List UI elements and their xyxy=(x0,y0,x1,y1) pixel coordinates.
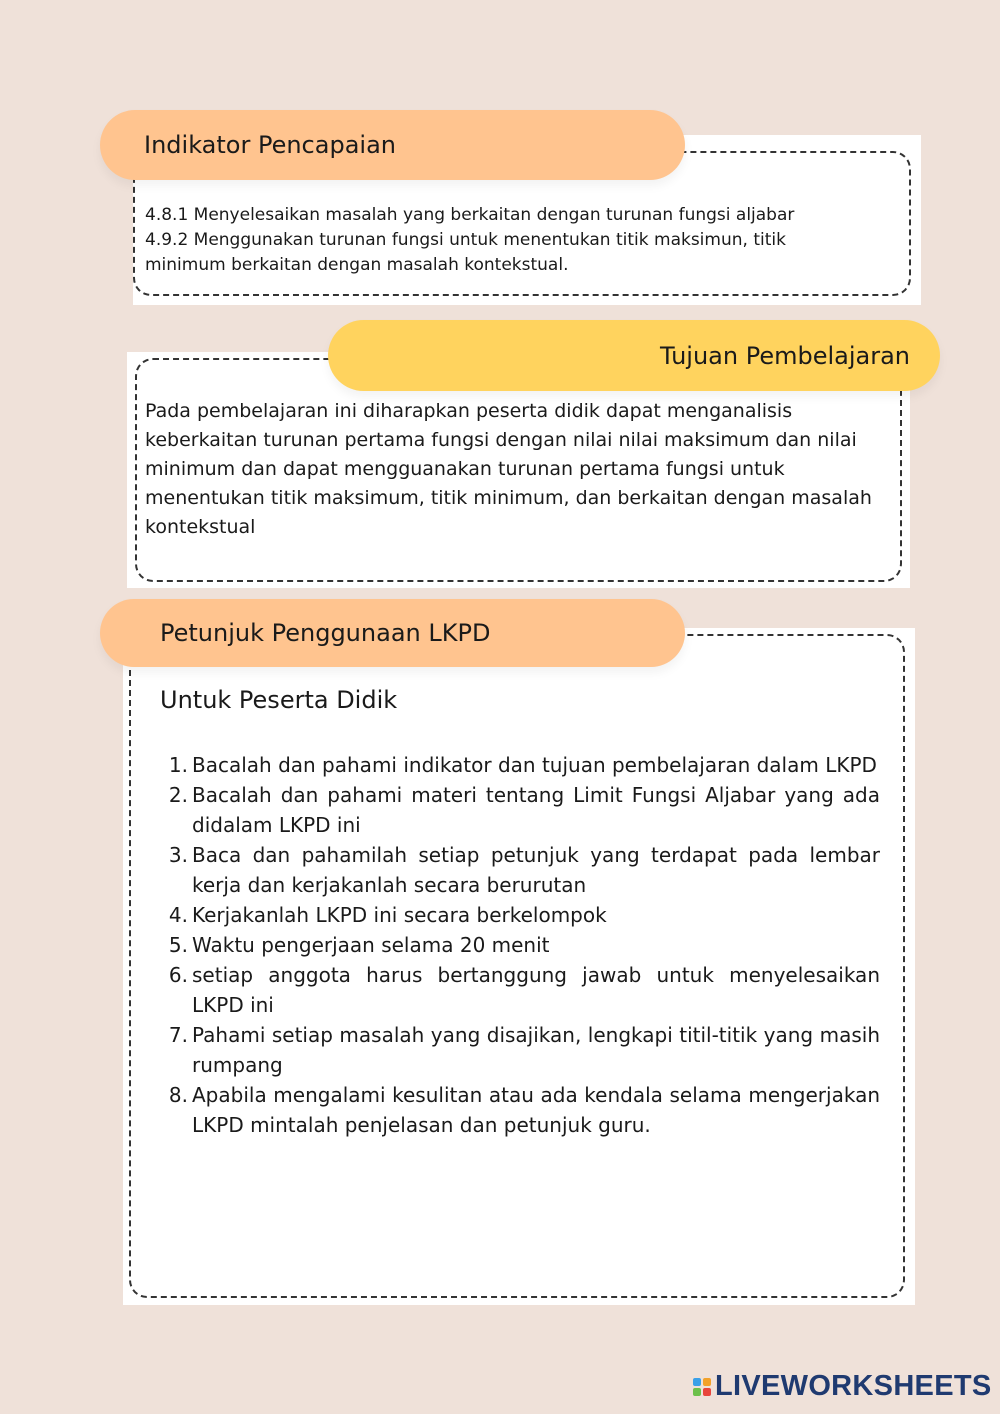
step-text: Pahami setiap masalah yang disajikan, lengkapi titil-titik yang masih rumpang xyxy=(192,1023,880,1077)
petunjuk-title-pill xyxy=(100,599,685,667)
step-number: 2. xyxy=(168,783,188,807)
step-number: 5. xyxy=(168,933,188,957)
step-number: 8. xyxy=(168,1083,188,1107)
petunjuk-steps xyxy=(160,750,880,1140)
step-item xyxy=(160,840,880,900)
indikator-line: 4.9.2 Menggunakan turunan fungsi untuk menentukan titik maksimun, titik xyxy=(145,230,786,250)
petunjuk-title: Petunjuk Penggunaan LKPD xyxy=(160,619,491,647)
step-text: Waktu pengerjaan selama 20 menit xyxy=(192,933,550,957)
step-item xyxy=(160,930,880,960)
step-text: Kerjakanlah LKPD ini secara berkelompok xyxy=(192,903,607,927)
indikator-line: minimum berkaitan dengan masalah kontekstual. xyxy=(145,255,569,275)
indikator-line: 4.8.1 Menyelesaikan masalah yang berkaitan dengan turunan fungsi aljabar xyxy=(145,205,795,225)
step-number: 3. xyxy=(168,843,188,867)
step-text: Bacalah dan pahami indikator dan tujuan pembelajaran dalam LKPD xyxy=(192,753,877,777)
petunjuk-subtitle: Untuk Peserta Didik xyxy=(160,686,398,714)
liveworksheets-logo[interactable] xyxy=(693,1370,992,1403)
indikator-title-pill xyxy=(100,110,685,180)
indikator-body xyxy=(145,203,895,278)
tujuan-title: Tujuan Pembelajaran xyxy=(660,341,910,370)
step-number: 4. xyxy=(168,903,188,927)
liveworksheets-logo-icon xyxy=(693,1378,711,1396)
step-item xyxy=(160,750,880,780)
tujuan-paragraph: Pada pembelajaran ini diharapkan peserta didik dapat menganalisis keberkaitan turunan pertama fungsi dengan nilai nilai maksimum dan nilai minimum dan dapat mengguanakan turunan pertama fungsi untuk menentukan titik maksimum, titik minimum, dan berkaitan dengan masalah kontekstual xyxy=(145,400,872,538)
step-item xyxy=(160,900,880,930)
step-text: Bacalah dan pahami materi tentang Limit Fungsi Aljabar yang ada didalam LKPD ini xyxy=(192,783,880,837)
step-number: 1. xyxy=(168,753,188,777)
liveworksheets-brand-text: LIVEWORKSHEETS xyxy=(715,1370,992,1402)
step-item xyxy=(160,960,880,1020)
tujuan-title-pill xyxy=(328,320,940,391)
step-text: setiap anggota harus bertanggung jawab untuk menyelesaikan LKPD ini xyxy=(192,963,880,1017)
indikator-title: Indikator Pencapaian xyxy=(144,131,396,159)
step-number: 6. xyxy=(168,963,188,987)
step-item xyxy=(160,1080,880,1140)
step-text: Apabila mengalami kesulitan atau ada kendala selama mengerjakan LKPD mintalah penjelasan dan petunjuk guru. xyxy=(192,1083,880,1137)
step-item xyxy=(160,1020,880,1080)
step-text: Baca dan pahamilah setiap petunjuk yang terdapat pada lembar kerja dan kerjakanlah secara berurutan xyxy=(192,843,880,897)
step-item xyxy=(160,780,880,840)
step-number: 7. xyxy=(168,1023,188,1047)
